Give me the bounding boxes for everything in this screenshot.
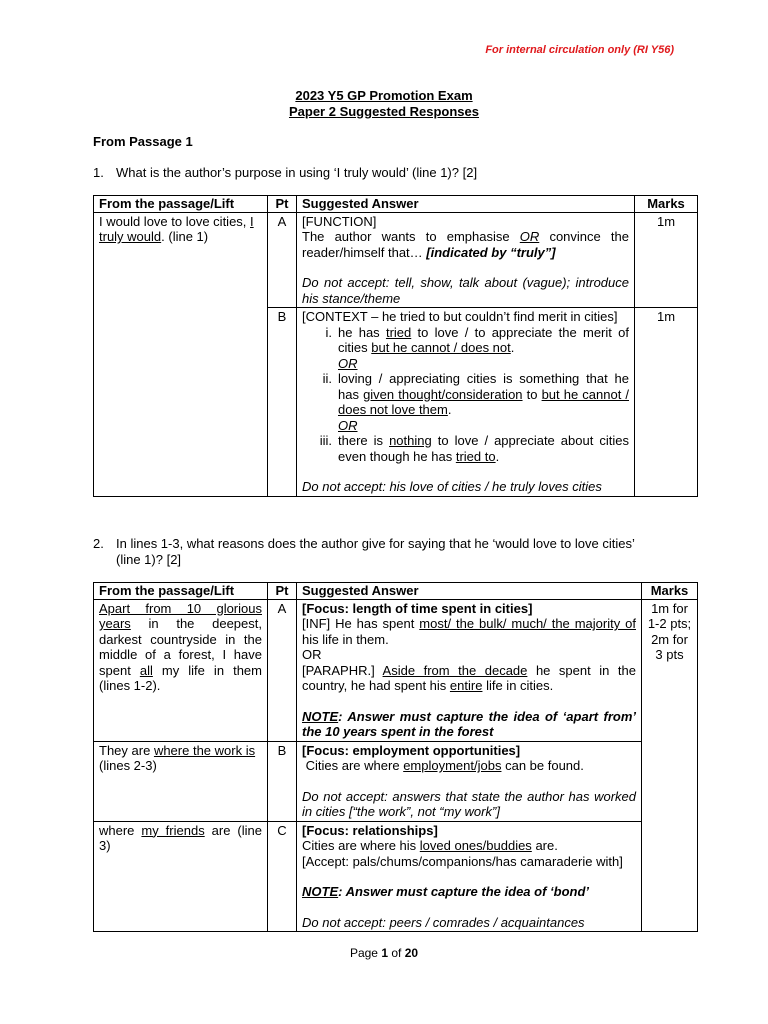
document-title [0,88,768,120]
page-footer: Page 1 of 20 [349,946,419,960]
answer-cell: [Focus: length of time spent in cities] [INF] He has spent most/ the bulk/ much/ the majority of his life in them. OR [PARAPHR.] Aside from the decade he spent in the country, he had spent his entire life in cities. NOTE: Answer must capture the idea of ‘apart from’ the 10 years spent in the forest [297,599,642,741]
title-line-1: 2023 Y5 GP Promotion Exam [295,88,473,103]
pt-cell: B [268,741,297,821]
table-header-row [94,583,698,600]
title-line-2: Paper 2 Suggested Responses [288,104,479,119]
header-lift: From the passage/Lift [94,583,268,600]
answer-cell: [Focus: employment opportunities] Cities are where employment/jobs can be found. Do not accept: answers that state the author has worked in cities [“the work”, not “my work”] [297,741,642,821]
question-2-table [93,582,698,932]
header-marks: Marks [642,583,698,600]
pt-cell: A [268,599,297,741]
table-row [94,741,698,821]
table-row [94,599,698,741]
question-1-table [93,195,698,497]
answer-cell: [CONTEXT – he tried to but couldn’t find merit in cities] i. he has tried to love / to appreciate the merit of cities but he cannot / does not. OR ii. loving / appreciating cities is something that he has given thought/consideration to but he cannot / does not love them. OR iii. there is nothing to love / appreciate about cities even though he has tried to. Do not accept: his love of cities / he truly loves cities [297,308,635,497]
lift-cell: They are where the work is (lines 2-3) [94,741,268,821]
question-text: In lines 1-3, what reasons does the author give for saying that he ‘would love to love cities’ [116,536,635,551]
lift-cell: where my friends are (line 3) [94,821,268,932]
question-text-cont: (line 1)? [2] [116,552,182,567]
header-marks: Marks [635,196,698,213]
section-heading: From Passage 1 [93,134,193,149]
internal-circulation-note: For internal circulation only (RI Y56) [485,44,674,56]
lift-cell: I would love to love cities, I truly would. (line 1) [94,212,268,496]
table-header-row [94,196,698,213]
header-lift: From the passage/Lift [94,196,268,213]
header-answer: Suggested Answer [297,583,642,600]
header-pt: Pt [268,196,297,213]
question-1 [93,165,477,181]
header-answer: Suggested Answer [297,196,635,213]
question-text: What is the author’s purpose in using ‘I truly would’ (line 1)? [2] [116,165,478,180]
question-2 [93,536,635,568]
pt-cell: C [268,821,297,932]
table-row [94,821,698,932]
marks-cell: 1m [635,308,698,497]
answer-cell: [Focus: relationships] Cities are where his loved ones/buddies are. [Accept: pals/chums/companions/has camaraderie with] NOTE: Answer must capture the idea of ‘bond’ Do not accept: peers / comrades / acquaintances [297,821,642,932]
header-pt: Pt [268,583,297,600]
pt-cell: A [268,212,297,308]
pt-cell: B [268,308,297,497]
marks-cell: 1m for 1-2 pts; 2m for 3 pts [642,599,698,932]
answer-cell: [FUNCTION] The author wants to emphasise OR convince the reader/himself that… [indicated by “truly”] Do not accept: tell, show, talk about (vague); introduce his stance/theme [297,212,635,308]
marks-cell: 1m [635,212,698,308]
table-row [94,212,698,308]
question-number: 2. [93,536,104,551]
lift-cell: Apart from 10 glorious years in the deepest, darkest countryside in the middle of a forest, I have spent all my life in them (lines 1-2). [94,599,268,741]
question-number: 1. [93,165,104,180]
